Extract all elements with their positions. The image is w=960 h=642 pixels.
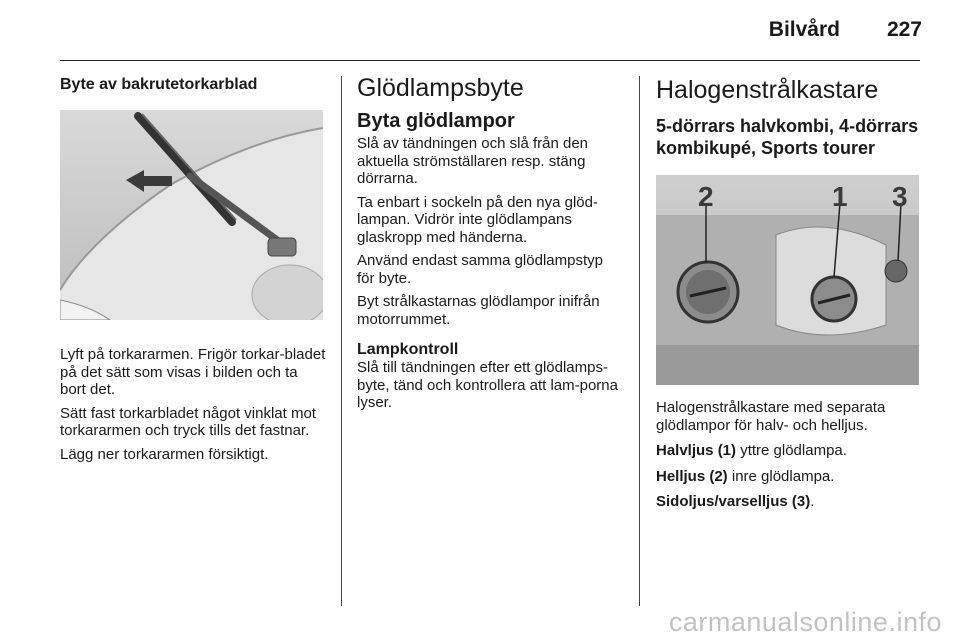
wiper-heading: Byte av bakrutetorkarblad <box>60 76 258 93</box>
lampkontroll-heading: Lampkontroll <box>357 341 459 358</box>
figure-label-3: 3 <box>892 181 908 212</box>
wiper-illustration <box>60 110 323 320</box>
column-halogen <box>656 76 922 511</box>
watermark: carmanualsonline.info <box>668 607 942 637</box>
wiper-paragraph-1: Lyft på torkararmen. Frigör torkar-bladet på det sätt som visas i bilden och ta bort det. <box>60 346 326 398</box>
headlamp-illustration <box>656 175 919 385</box>
sidoljus-text: . <box>810 493 815 510</box>
halogen-subtitle: 5-dörrars halvkombi, 4-dörrars kombikupé, Sports tourer <box>656 116 919 158</box>
halogen-item-halvljus <box>656 442 922 460</box>
bulbs-paragraph-2: Ta enbart i sockeln på den nya glöd-lampan. Vidrör inte glödlampans glaskropp med händerna. <box>357 193 598 246</box>
headlamp-drawing <box>656 175 919 385</box>
halogen-caption: Halogenstrålkastare med separata glödlampor för halv- och helljus. <box>656 399 886 434</box>
figure-label-1: 1 <box>832 181 848 212</box>
column-divider-2 <box>639 76 640 606</box>
figure-label-2: 2 <box>698 181 714 212</box>
wiper-paragraph-3: Lägg ner torkararmen försiktigt. <box>60 445 269 463</box>
sidoljus-label: Sidoljus/varselljus (3) <box>656 493 811 510</box>
header-rule <box>60 60 920 61</box>
bulbs-paragraph-3: Använd endast samma glödlampstyp för byte. <box>357 252 603 287</box>
helljus-label: Helljus (2) <box>656 467 728 485</box>
halogen-item-sidoljus <box>656 493 922 511</box>
column-divider-1 <box>341 76 342 606</box>
wiper-paragraph-2: Sätt fast torkarbladet något vinklat mot torkararmen och tryck tills det fastnar. <box>60 404 316 439</box>
header-section-title: Bilvård <box>768 18 840 41</box>
column-bulbs <box>357 74 623 412</box>
halvljus-label: Halvljus (1) <box>656 442 737 459</box>
bulbs-title: Glödlampsbyte <box>357 74 524 102</box>
bulbs-paragraph-4: Byt strålkastarnas glödlampor inifrån motorrummet. <box>357 293 600 328</box>
arrow-left-icon <box>60 110 323 320</box>
halogen-item-helljus <box>656 468 922 486</box>
page-number: 227 <box>886 18 922 41</box>
bulbs-subtitle: Byta glödlampor <box>357 110 515 132</box>
halogen-title: Halogenstrålkastare <box>656 76 879 104</box>
bulbs-paragraph-1: Slå av tändningen och slå från den aktuella strömställaren resp. stäng dörrarna. <box>357 135 588 187</box>
lampkontroll-text: Slå till tändningen efter ett glödlamps-byte, tänd och kontrollera att lam-porna lyser. <box>357 359 618 411</box>
column-wiper <box>60 76 326 463</box>
helljus-text: inre glödlampa. <box>727 467 835 485</box>
halvljus-text: yttre glödlampa. <box>736 442 847 459</box>
